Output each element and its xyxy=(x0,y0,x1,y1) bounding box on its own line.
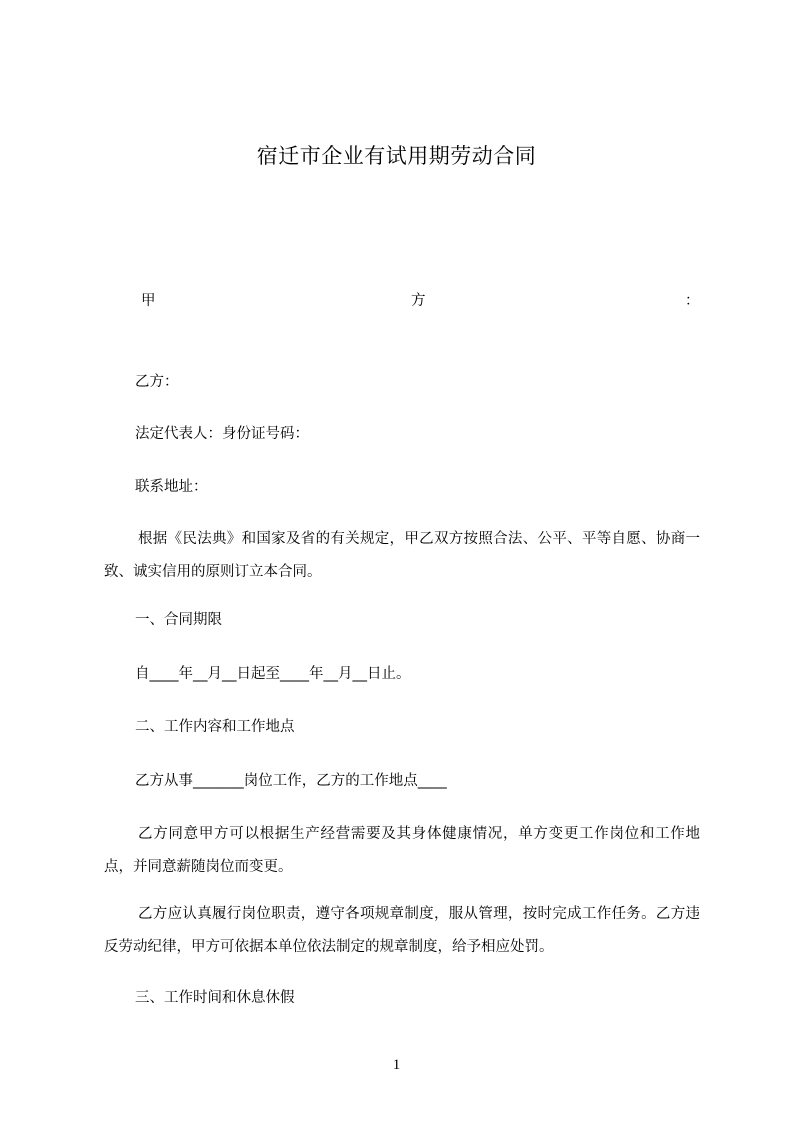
document-title: 宿迁市企业有试用期劳动合同 xyxy=(256,144,537,168)
contact-address-line: 联系地址： xyxy=(135,479,208,495)
party-a-line xyxy=(135,288,700,314)
legal-representative-line: 法定代表人：身份证号码： xyxy=(135,426,309,442)
preamble-paragraph: 根据《民法典》和国家及省的有关规定，甲乙双方按照合法、公平、平等自愿、协商一致、诚实信用的原则订立本合同。 xyxy=(104,531,700,580)
job-position-line: 乙方从事_______岗位工作，乙方的工作地点____ xyxy=(135,773,447,789)
party-a-char-1: 甲 xyxy=(141,293,156,309)
contract-term-line: 自____年__月__日起至____年__月__日止。 xyxy=(135,666,411,682)
section-1-heading: 一、合同期限 xyxy=(135,612,222,628)
party-a-char-2: 方 xyxy=(411,293,426,309)
party-b-line: 乙方： xyxy=(135,374,179,390)
section-2-heading: 二、工作内容和工作地点 xyxy=(135,719,295,735)
page-number: 1 xyxy=(392,1057,401,1073)
party-a-colon: ： xyxy=(685,293,700,309)
duties-paragraph: 乙方应认真履行岗位职责，遵守各项规章制度，服从管理，按时完成工作任务。乙方违反劳动纪律，甲方可依据本单位依法制定的规章制度，给予相应处罚。 xyxy=(104,906,700,955)
job-change-paragraph: 乙方同意甲方可以根据生产经营需要及其身体健康情况，单方变更工作岗位和工作地点，并同意薪随岗位而变更。 xyxy=(104,826,700,875)
section-3-heading: 三、工作时间和休息休假 xyxy=(135,990,295,1006)
